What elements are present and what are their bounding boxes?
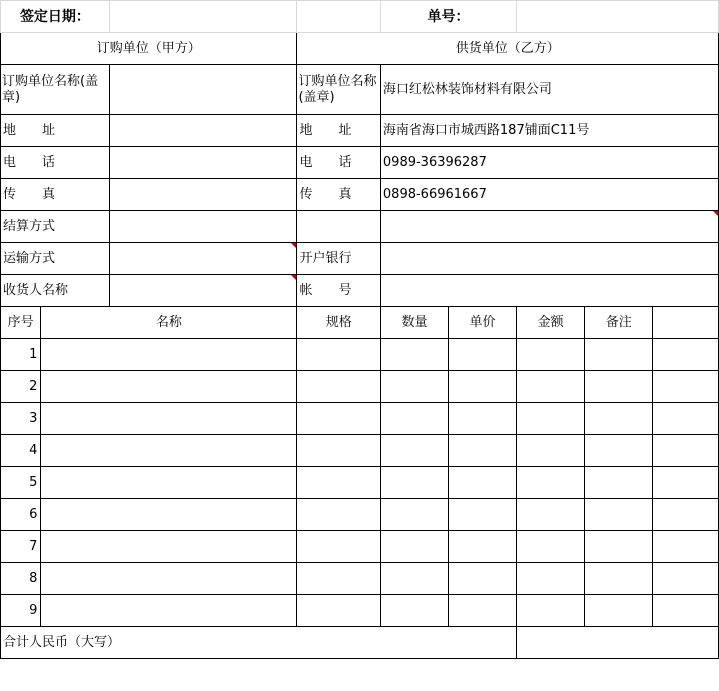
item-spec-cell[interactable] (297, 595, 380, 627)
bank-label: 开户银行 (297, 243, 380, 275)
item-amount-cell[interactable] (517, 339, 585, 371)
total-value[interactable] (517, 627, 719, 659)
buyer-address-label: 地 址 (1, 115, 110, 147)
transport-label: 运输方式 (1, 243, 110, 275)
item-extra-cell[interactable] (653, 371, 719, 403)
row-number: 5 (1, 467, 41, 499)
col-header-amount: 金额 (517, 307, 585, 339)
item-extra-cell[interactable] (653, 403, 719, 435)
item-extra-cell[interactable] (653, 467, 719, 499)
item-spec-cell[interactable] (297, 531, 380, 563)
row-number: 1 (1, 339, 41, 371)
table-row (1, 531, 719, 563)
item-spec-cell[interactable] (297, 339, 380, 371)
item-spec-cell[interactable] (297, 371, 380, 403)
item-price-cell[interactable] (449, 499, 517, 531)
seller-fax-label: 传 真 (297, 179, 380, 211)
buyer-fax-label: 传 真 (1, 179, 110, 211)
receiver-input[interactable] (109, 275, 297, 307)
transport-input[interactable] (109, 243, 297, 275)
item-extra-cell[interactable] (653, 595, 719, 627)
table-row (1, 371, 719, 403)
account-label: 帐 号 (297, 275, 380, 307)
party-name-row (1, 65, 719, 115)
item-name-cell[interactable] (41, 531, 297, 563)
item-remark-cell[interactable] (585, 499, 653, 531)
item-spec-cell[interactable] (297, 499, 380, 531)
fax-row (1, 179, 719, 211)
item-name-cell[interactable] (41, 339, 297, 371)
row-number: 8 (1, 563, 41, 595)
total-row (1, 627, 719, 659)
item-name-cell[interactable] (41, 499, 297, 531)
total-label: 合计人民币（大写） (1, 627, 517, 659)
buyer-phone-input[interactable] (109, 147, 297, 179)
buyer-phone-label: 电 话 (1, 147, 110, 179)
col-header-remark: 备注 (585, 307, 653, 339)
address-row (1, 115, 719, 147)
seller-blank-label (297, 211, 380, 243)
col-header-no: 序号 (1, 307, 41, 339)
transport-bank-row (1, 243, 719, 275)
item-price-cell[interactable] (449, 563, 517, 595)
buyer-section-title: 订购单位（甲方） (1, 33, 297, 65)
receiver-label: 收货人名称 (1, 275, 110, 307)
seller-address-value[interactable]: 海南省海口市城西路187铺面C11号 (380, 115, 718, 147)
item-qty-cell[interactable] (380, 563, 448, 595)
buyer-name-input[interactable] (109, 65, 297, 115)
parties-title-row (1, 33, 719, 65)
item-qty-cell[interactable] (380, 371, 448, 403)
seller-phone-value[interactable]: 0989-36396287 (380, 147, 718, 179)
item-name-cell[interactable] (41, 435, 297, 467)
item-qty-cell[interactable] (380, 531, 448, 563)
item-remark-cell[interactable] (585, 563, 653, 595)
item-qty-cell[interactable] (380, 595, 448, 627)
item-qty-cell[interactable] (380, 403, 448, 435)
item-spec-cell[interactable] (297, 403, 380, 435)
item-name-cell[interactable] (41, 467, 297, 499)
header-spacer (297, 1, 380, 33)
table-row (1, 403, 719, 435)
item-qty-cell[interactable] (380, 499, 448, 531)
item-price-cell[interactable] (449, 339, 517, 371)
item-spec-cell[interactable] (297, 435, 380, 467)
item-amount-cell[interactable] (517, 531, 585, 563)
item-remark-cell[interactable] (585, 467, 653, 499)
header-row (1, 1, 719, 33)
seller-name-label: 订购单位名称(盖章) (297, 65, 380, 115)
item-remark-cell[interactable] (585, 531, 653, 563)
item-price-cell[interactable] (449, 531, 517, 563)
item-remark-cell[interactable] (585, 435, 653, 467)
item-remark-cell[interactable] (585, 403, 653, 435)
col-header-price: 单价 (449, 307, 517, 339)
table-row (1, 339, 719, 371)
table-row (1, 435, 719, 467)
order-no-value[interactable] (517, 1, 719, 33)
row-number: 9 (1, 595, 41, 627)
item-qty-cell[interactable] (380, 467, 448, 499)
item-amount-cell[interactable] (517, 371, 585, 403)
item-price-cell[interactable] (449, 371, 517, 403)
item-amount-cell[interactable] (517, 403, 585, 435)
buyer-address-input[interactable] (109, 115, 297, 147)
item-spec-cell[interactable] (297, 467, 380, 499)
row-number: 3 (1, 403, 41, 435)
seller-blank-value[interactable] (380, 211, 718, 243)
item-amount-cell[interactable] (517, 499, 585, 531)
table-row (1, 595, 719, 627)
seller-phone-label: 电 话 (297, 147, 380, 179)
item-amount-cell[interactable] (517, 435, 585, 467)
item-amount-cell[interactable] (517, 595, 585, 627)
receiver-account-row (1, 275, 719, 307)
col-header-extra (653, 307, 719, 339)
item-name-cell[interactable] (41, 403, 297, 435)
col-header-name: 名称 (41, 307, 297, 339)
item-price-cell[interactable] (449, 435, 517, 467)
item-extra-cell[interactable] (653, 563, 719, 595)
bank-value[interactable] (380, 243, 718, 275)
order-no-label: 单号： (380, 1, 516, 33)
item-price-cell[interactable] (449, 403, 517, 435)
seller-fax-value[interactable]: 0898-66961667 (380, 179, 718, 211)
col-header-spec: 规格 (297, 307, 380, 339)
settlement-input[interactable] (109, 211, 297, 243)
buyer-name-label: 订购单位名称(盖章) (1, 65, 110, 115)
item-qty-cell[interactable] (380, 339, 448, 371)
item-remark-cell[interactable] (585, 371, 653, 403)
item-spec-cell[interactable] (297, 563, 380, 595)
settlement-label: 结算方式 (1, 211, 110, 243)
account-value[interactable] (380, 275, 718, 307)
items-header-row (1, 307, 719, 339)
item-extra-cell[interactable] (653, 499, 719, 531)
item-qty-cell[interactable] (380, 435, 448, 467)
item-remark-cell[interactable] (585, 339, 653, 371)
item-name-cell[interactable] (41, 371, 297, 403)
item-amount-cell[interactable] (517, 467, 585, 499)
item-remark-cell[interactable] (585, 595, 653, 627)
row-number: 4 (1, 435, 41, 467)
buyer-fax-input[interactable] (109, 179, 297, 211)
table-row (1, 499, 719, 531)
item-price-cell[interactable] (449, 595, 517, 627)
item-name-cell[interactable] (41, 595, 297, 627)
item-extra-cell[interactable] (653, 531, 719, 563)
phone-row (1, 147, 719, 179)
item-extra-cell[interactable] (653, 435, 719, 467)
row-number: 2 (1, 371, 41, 403)
row-number: 6 (1, 499, 41, 531)
seller-address-label: 地 址 (297, 115, 380, 147)
sign-date-label: 签定日期： (1, 1, 110, 33)
item-price-cell[interactable] (449, 467, 517, 499)
col-header-qty: 数量 (380, 307, 448, 339)
settlement-row (1, 211, 719, 243)
item-amount-cell[interactable] (517, 563, 585, 595)
seller-name-value[interactable]: 海口红松林装饰材料有限公司 (380, 65, 718, 115)
item-name-cell[interactable] (41, 563, 297, 595)
table-row (1, 563, 719, 595)
item-extra-cell[interactable] (653, 339, 719, 371)
table-row (1, 467, 719, 499)
row-number: 7 (1, 531, 41, 563)
seller-section-title: 供货单位（乙方） (297, 33, 719, 65)
sign-date-value[interactable] (109, 1, 297, 33)
